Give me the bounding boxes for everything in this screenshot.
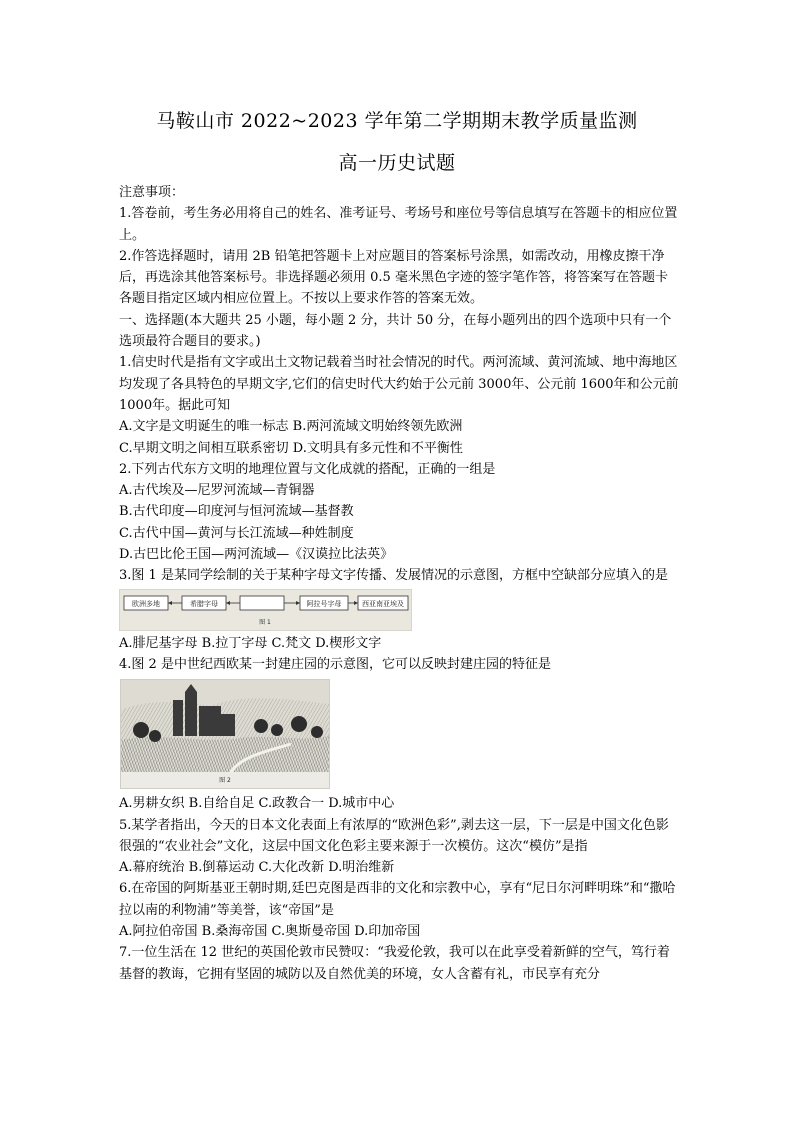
notice-item-1: 1.答卷前，考生务必用将自己的姓名、准考证号、考场号和座位号等信息填写在答题卡的相应位置上。 — [119, 206, 678, 243]
fig1-caption: 图 1 — [259, 618, 271, 626]
exam-title: 马鞍山市 2022~2023 学年第二学期期末教学质量监测 — [156, 110, 638, 132]
question-2-option-d: D.古巴比伦王国—两河流域—《汉谟拉比法英》 — [119, 547, 394, 563]
question-3-stem: 3.图 1 是某同学绘制的关于某种字母文字传播、发展情况的示意图，方框中空缺部分应填入的是 — [119, 568, 668, 584]
fig1-box-1-label: 欧洲多地 — [132, 599, 160, 608]
fig1-box-5-label: 西亚南亚埃及 — [362, 599, 404, 608]
section-heading: 一、选择题(本大题共 25 小题，每小题 2 分，共计 50 分，在每小题列出的四个选项中只有一个选项最符合题目的要求。) — [119, 312, 672, 350]
exam-subtitle: 高一历史试题 — [338, 152, 456, 174]
exam-content — [119, 182, 679, 985]
notice-item-2: 2.作答选择题时，请用 2B 铅笔把答题卡上对应题目的答案标号涂黑，如需改动，用橡皮擦干净后，再选涂其他答案标号。非选择题必须用 0.5 毫米黑色字迹的签字笔作答，将答案写在答题卡各题目指定区域内相应位置上。不按以上要求作答的答案无效。 — [119, 248, 668, 307]
fields-engraving — [121, 736, 329, 772]
notice-heading: 注意事项： — [119, 185, 185, 200]
question-2-option-b: B.古代印度—印度河与恒河流域—基督教 — [119, 504, 354, 520]
fig1-box-4-label: 阿拉号字母 — [306, 599, 342, 608]
question-5-stem: 5.某学者指出，今天的日本文化表面上有浓厚的“欧洲色彩”,剥去这一层，下一层是中国文化色影很强的“农业社会”文化，这层中国文化色彩主要来源于一次模仿。这次“模仿”是指 — [119, 817, 669, 854]
question-6-options: A.阿拉伯帝国 B.桑海帝国 C.奥斯曼帝国 D.印加帝国 — [119, 924, 421, 940]
fig2-caption: 图 2 — [219, 777, 231, 785]
question-4-stem: 4.图 2 是中世纪西欧某一封建庄园的示意图，它可以反映封建庄园的特征是 — [119, 656, 551, 672]
question-6-stem: 6.在帝国的阿斯基亚王朝时期,廷巴克图是西非的文化和宗教中心，享有“尼日尔河畔明珠”和“撒哈拉以南的利物浦”等美誉，该“帝国”是 — [119, 881, 676, 918]
question-2-stem: 2.下列古代东方文明的地理位置与文化成就的搭配，正确的一组是 — [119, 461, 496, 477]
question-2-option-c: C.古代中国—黄河与长江流域—种姓制度 — [119, 525, 354, 541]
question-2-option-a: A.古代埃及—尼罗河流域—青铜器 — [119, 483, 315, 499]
figure-2-manor-illustration — [120, 679, 330, 789]
question-1-stem: 1.信史时代是指有文字或出土文物记载着当时社会情况的时代。两河流域、黄河流域、地中海地区均发现了各具特色的早期文字,它们的信史时代大约始于公元前 3000年、公元前 1600年和公元前 1000年。据此可知 — [119, 355, 679, 413]
question-1-options-cd: C.早期文明之间相互联系密切 D.文明具有多元性和不平衡性 — [119, 440, 463, 456]
question-3-options: A.腓尼基字母 B.拉丁字母 C.梵文 D.楔形文字 — [119, 635, 382, 651]
question-7-stem: 7.一位生活在 12 世纪的英国伦敦市民赞叹：“我爱伦敦，我可以在此享受着新鲜的空气，笃行着基督的教诲，它拥有坚固的城防以及自然优美的环境，女人含蓄有礼，市民享有充分 — [119, 945, 670, 982]
fig1-box-blank — [240, 596, 284, 610]
figure-1-alphabet-diagram — [119, 589, 412, 631]
question-5-options: A.幕府统治 B.倒幕运动 C.大化改新 D.明治维新 — [119, 860, 395, 876]
fig1-box-2-label: 希腊字母 — [190, 599, 218, 608]
question-1-options-ab: A.文字是文明诞生的唯一标志 B.两河流域文明始终领先欧洲 — [119, 419, 463, 435]
question-4-options: A.男耕女织 B.自给自足 C.政教合一 D.城市中心 — [119, 796, 395, 812]
